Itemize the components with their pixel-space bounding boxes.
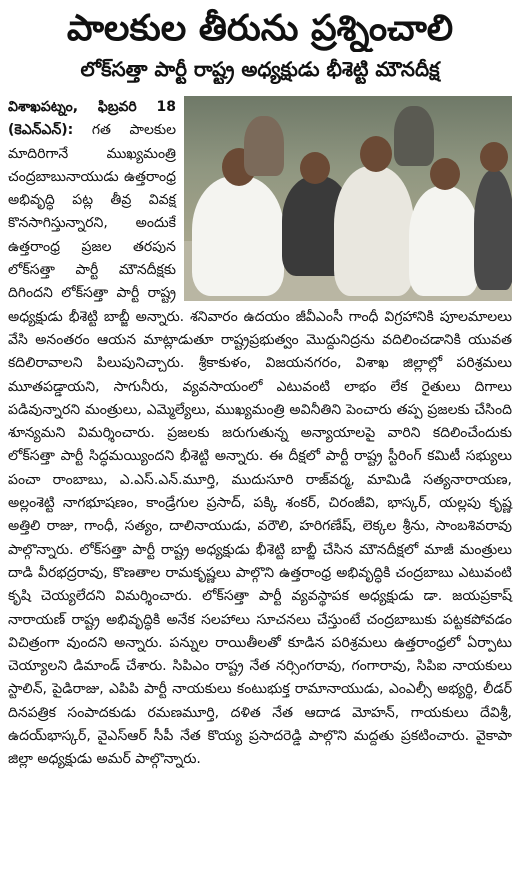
dateline: విశాఖపట్నం, ఫిబ్రవరి 18 (కెఎన్ఎన్): [8, 99, 176, 139]
photo-person-head [300, 152, 330, 184]
photo-person [409, 186, 479, 296]
photo-person [244, 116, 284, 176]
photo-person [334, 166, 414, 296]
subheadline: లోక్‌సత్తా పార్టీ రాష్ట్ర అధ్యక్షుడు భీశెట్టి మౌనదీక్ష [80, 57, 440, 81]
headline: పాలకుల తీరును ప్రశ్నించాలి [66, 8, 454, 49]
photo-person [394, 106, 434, 166]
article [8, 96, 512, 772]
photo-person [192, 176, 284, 296]
article-text: గత పాలకుల మాదిరిగానే ముఖ్యమంత్రి చంద్రబాబునాయుడు ఉత్తరాంధ్ర అభివృద్ధి పట్ల తీవ్ర వివక్ష కొనసాగిస్తున్నారని, అందుకే ఉత్తరాంధ్ర ప్రజల తరపున లోక్‌సత్తా పార్టీ మౌనదీక్షకు దిగిందని లోక్‌సత్తా పార్టీ రాష్ట్ర అధ్యక్షుడు భీశెట్టి బాబ్జీ అన్నారు. శనివారం ఉదయం జీవీఎంసీ గాంధీ విగ్రహానికి పూలమాలలు వేసి అనంతరం ఆయన మాట్లాడుతూ రాష్ట్రప్రభుత్వం మొద్దునిద్రను వదిలించడానికి యువత కదిలిరావాలని పిలుపునిచ్చారు. శ్రీకాకుళం, విజయనగరం, విశాఖ జిల్లాల్లో పరిశ్రమలు మూతపడ్డాయని, సాగునీరు, వ్యవసాయంలో ఎటువంటి లాభం లేక రైతులు దిగాలు పడివున్నారని మంత్రులు, ఎమ్మెల్యేలు, ముఖ్యమంత్రి అవినీతిని పెంచారు తప్ప ప్రజలకు చేసింది శూన్యమని విమర్శించారు. ప్రజలకు జరుగుతున్న అన్యాయాలపై వారిని కదిలించేందుకు లోక్‌సత్తా పార్టీ సిద్ధమయ్యిందని భీశెట్టి అన్నారు. ఈ దీక్షలో పార్టీ రాష్ట్ర స్టీరింగ్ కమిటీ సభ్యులు పంచా రాంబాబు, ఎ.ఎస్.ఎన్.మూర్తి, ముదుసూరి రాజ్‌వర్మ, మామిడి సత్యనారాయణ, అల్లంశెట్టి నాగభూషణం, కాండ్రేగుల ప్రసాద్, పక్కి శంకర్, చిరంజీవి, భాస్కర్, యల్లపు కృష్ణ అత్తిలి రాజు, గాంధీ, సత్యం, దాలినాయుడు, వరౌలి, హరిగణేష్, లెక్కల శ్రీను, సాంబశివరావు పాల్గొన్నారు. లోక్‌సత్తా పార్టీ రాష్ట్ర అధ్యక్షుడు భీశెట్టి బాబ్జీ చేసిన మౌనదీక్షలో మాజీ మంత్రులు దాడి వీరభద్రరావు, కొణతాల రామకృష్ణలు పాల్గొని ఉత్తరాంధ్ర అభివృద్ధికి చంద్రబాబు ఎటువంటి కృషి చెయ్యలేదని విమర్శించారు. లోక్‌సత్తా పార్టీ వ్యవస్థాపక అధ్యక్షుడు డా. జయప్రకాష్ నారాయణ్ రాష్ట్ర అభివృద్ధికి అనేక సలహాలు సూచనలు చేస్తుంటే చంద్రబాబుకు పట్టకపోవడం విచిత్రంగా వుందని అన్నారు. పన్నుల రాయితీలతో కూడిన పరిశ్రమలు ఉత్తరాంధ్రలో ఏర్పాటు చెయ్యాలని డిమాండ్ చేశారు. సిపిఎం రాష్ట్ర నేత నర్సింగరావు, గంగారావు, సిపిఐ నాయకులు స్టాలిన్, పైడిరాజు, ఎపిపి పార్టీ నాయకులు కంటుభుక్త రామానాయుడు, ఎంఎల్సీ అభ్యర్థి, లీడర్ దినపత్రిక సంపాదకుడు రమణమూర్తి, దళిత నేత ఆదాడ మోహన్, గాయకులు దేవిశ్రీ, ఉదయ్‌భాస్కర్, వైఎస్ఆర్ సీపీ నేత కొయ్య ప్రసాదరెడ్డి పాల్గొని మద్దతు ప్రకటించారు. వైకాపా జిల్లా అధ్యక్షుడు అమర్ పాల్గొన్నారు. [8, 122, 512, 768]
photo-person-head [430, 158, 460, 190]
photo-person-head [480, 142, 508, 172]
photo-person [474, 170, 512, 290]
news-photo [184, 96, 512, 301]
photo-person-head [360, 136, 392, 172]
